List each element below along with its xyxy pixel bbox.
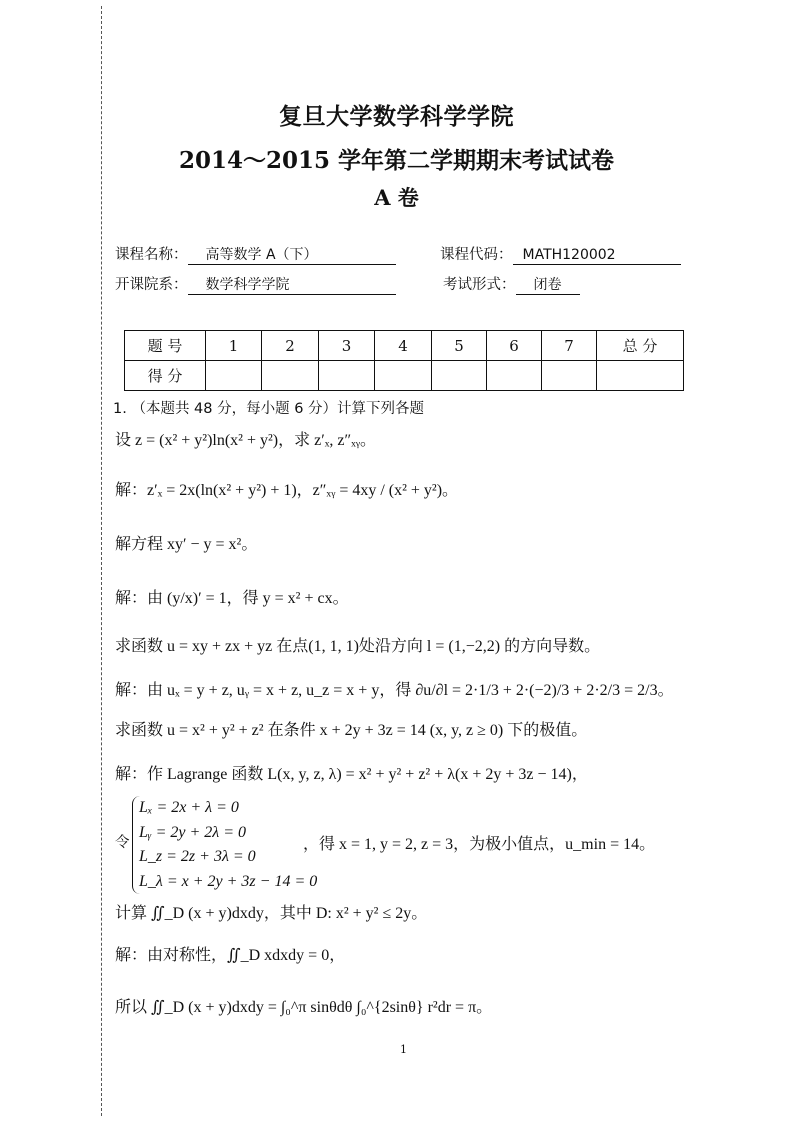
- score-label: 得 分: [125, 361, 206, 391]
- exam-term-title: 2014～2015 学年第二学期期末考试试卷: [178, 147, 615, 174]
- course-code-value: MATH120002: [513, 246, 681, 265]
- course-code-label: 课程代码：: [440, 247, 513, 263]
- school-title: 复旦大学数学科学学院: [279, 103, 514, 130]
- column-7: 7: [542, 331, 597, 361]
- column-total: 总 分: [597, 331, 684, 361]
- course-name-label: 课程名称：: [115, 247, 188, 263]
- column-2: 2: [262, 331, 319, 361]
- score-cell[interactable]: [262, 361, 319, 391]
- column-6: 6: [487, 331, 542, 361]
- column-4: 4: [375, 331, 432, 361]
- exam-type-value: 闭卷: [516, 276, 580, 295]
- score-table-score-row: [125, 361, 684, 391]
- department-value: 数学科学学院: [188, 276, 396, 295]
- score-table: [124, 330, 684, 391]
- exam-type-row: [443, 273, 580, 295]
- page-number: 1: [400, 1043, 407, 1056]
- problem-4-question: 求函数 u = x² + y² + z² 在条件 x + 2y + 3z = 14 (x, y, z ≥ 0) 下的极值。: [115, 722, 588, 739]
- column-5: 5: [432, 331, 487, 361]
- problem-2-question: 解方程 xy′ − y = x²。: [115, 536, 258, 553]
- score-cell[interactable]: [542, 361, 597, 391]
- department-row: [115, 273, 396, 295]
- problem-5-solution-line2: 所以 ∬_D (x + y)dxdy = ∫₀^π sinθdθ ∫₀^{2sinθ} r²dr = π。: [115, 999, 493, 1016]
- system-equation: Lₓ = 2x + λ = 0: [139, 799, 239, 816]
- section-1-heading: 1. （本题共 48 分，每小题 6 分）计算下列各题: [113, 401, 425, 417]
- system-equation: L_λ = x + 2y + 3z − 14 = 0: [139, 872, 318, 890]
- system-equation: Lᵧ = 2y + 2λ = 0: [139, 823, 247, 841]
- score-cell-total[interactable]: [597, 361, 684, 391]
- course-name-row: [115, 243, 396, 265]
- problem-4-system-prefix: 令: [115, 835, 130, 851]
- problem-4-equation-system: [132, 796, 317, 894]
- problem-1-question: 设 z = (x² + y²)ln(x² + y²)，求 z′ₓ, z″ₓᵧ。: [115, 432, 377, 449]
- paper-version: A 卷: [374, 185, 419, 210]
- score-table-header-row: [125, 331, 684, 361]
- system-equation: L_z = 2z + 3λ = 0: [139, 848, 256, 865]
- question-number-label: 题 号: [125, 331, 206, 361]
- problem-3-question: 求函数 u = xy + zx + yz 在点(1, 1, 1)处沿方向 l = (1,−2,2) 的方向导数。: [115, 638, 601, 655]
- score-cell[interactable]: [487, 361, 542, 391]
- column-1: 1: [206, 331, 262, 361]
- problem-5-solution-line1: 解：由对称性，∬_D xdxdy = 0，: [115, 947, 346, 964]
- course-name-value: 高等数学 A（下）: [188, 246, 396, 265]
- problem-5-question: 计算 ∬_D (x + y)dxdy，其中 D: x² + y² ≤ 2y。: [115, 905, 428, 922]
- problem-3-solution: 解：由 uₓ = y + z, uᵧ = x + z, u_z = x + y，得 ∂u/∂l = 2·1/3 + 2·(−2)/3 + 2·2/3 = 2/3。: [115, 682, 674, 699]
- score-cell[interactable]: [319, 361, 375, 391]
- department-label: 开课院系：: [115, 277, 188, 293]
- score-cell[interactable]: [206, 361, 262, 391]
- course-code-row: [440, 243, 681, 265]
- problem-2-solution: 解：由 (y/x)′ = 1，得 y = x² + cx。: [115, 590, 349, 607]
- score-cell[interactable]: [375, 361, 432, 391]
- column-3: 3: [319, 331, 375, 361]
- problem-4-solution-intro: 解：作 Lagrange 函数 L(x, y, z, λ) = x² + y² + z² + λ(x + 2y + 3z − 14)，: [115, 766, 588, 783]
- score-cell[interactable]: [432, 361, 487, 391]
- problem-1-solution: 解：z′ₓ = 2x(ln(x² + y²) + 1)，z″ₓᵧ = 4xy / (x² + y²)。: [115, 482, 459, 499]
- problem-4-solution-result: ，得 x = 1, y = 2, z = 3，为极小值点，u_min = 14。: [303, 836, 656, 853]
- exam-type-label: 考试形式：: [443, 277, 516, 293]
